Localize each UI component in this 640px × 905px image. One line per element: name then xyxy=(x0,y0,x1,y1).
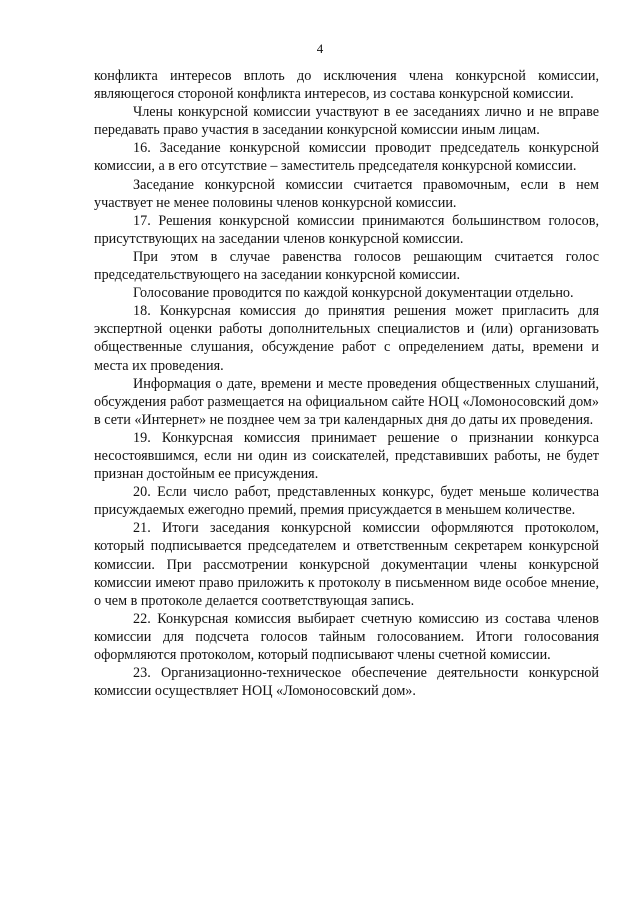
paragraph-19: 19. Конкурсная комиссия принимает решение о признании конкурса несостоявшимся, если ни один из соискателей, представивших работы, не будет признан достойным ее присуждения. xyxy=(94,429,599,483)
document-body xyxy=(94,67,599,700)
paragraph-tie-vote: При этом в случае равенства голосов решающим считается голос председательствующего на заседании конкурсной комиссии. xyxy=(94,248,599,284)
paragraph-separate-voting: Голосование проводится по каждой конкурсной документации отдельно. xyxy=(133,285,574,302)
paragraph-16: 16. Заседание конкурсной комиссии проводит председатель конкурсной комиссии, а в его отсутствие – заместитель председателя конкурсной комиссии. xyxy=(94,140,599,175)
paragraph-18: 18. Конкурсная комиссия до принятия решения может пригласить для экспертной оценки работы дополнительных специалистов и (или) организовать общественные слушания, обсуждение работ с определением даты, времени и места их проведения. xyxy=(94,303,599,374)
page-number: 4 xyxy=(316,41,324,56)
paragraph-20: 20. Если число работ, представленных конкурс, будет меньше количества присуждаемых ежегодно премий, премия присуждается в меньшем количестве. xyxy=(94,484,599,519)
paragraph-22: 22. Конкурсная комиссия выбирает счетную комиссию из состава членов комиссии для подсчета голосов тайным голосованием. Итоги голосования оформляются протоколом, который подписывают члены счетной комиссии. xyxy=(94,610,599,663)
paragraph-quorum: Заседание конкурсной комиссии считается правомочным, если в нем участвует не менее половины членов конкурсной комиссии. xyxy=(94,176,599,211)
paragraph-conflict-continuation: конфликта интересов вплоть до исключения члена конкурсной комиссии, являющегося стороной конфликта интересов, из состава конкурсной комиссии. xyxy=(94,68,599,103)
paragraph-23: 23. Организационно-техническое обеспечение деятельности конкурсной комиссии осуществляет НОЦ «Ломоносовский дом». xyxy=(94,665,599,700)
paragraph-17: 17. Решения конкурсной комиссии принимаются большинством голосов, присутствующих на заседании членов конкурсной комиссии. xyxy=(94,212,599,247)
paragraph-personal-participation: Члены конкурсной комиссии участвуют в ее заседаниях лично и не вправе передавать право участия в заседании конкурсной комиссии иным лицам. xyxy=(94,104,599,139)
paragraph-21: 21. Итоги заседания конкурсной комиссии оформляются протоколом, который подписывается председателем и ответственным секретарем конкурсной комиссии. При рассмотрении конкурсной документации члены конкурсной комиссии имеют право приложить к протоколу в письменном виде особое мнение, о чем в протоколе делается соответствующая запись. xyxy=(94,520,599,609)
paragraph-hearings-info: Информация о дате, времени и месте проведения общественных слушаний, обсуждения работ размещается на официальном сайте НОЦ «Ломоносовский дом» в сети «Интернет» не позднее чем за три календарных дня до даты их проведения. xyxy=(94,375,599,428)
